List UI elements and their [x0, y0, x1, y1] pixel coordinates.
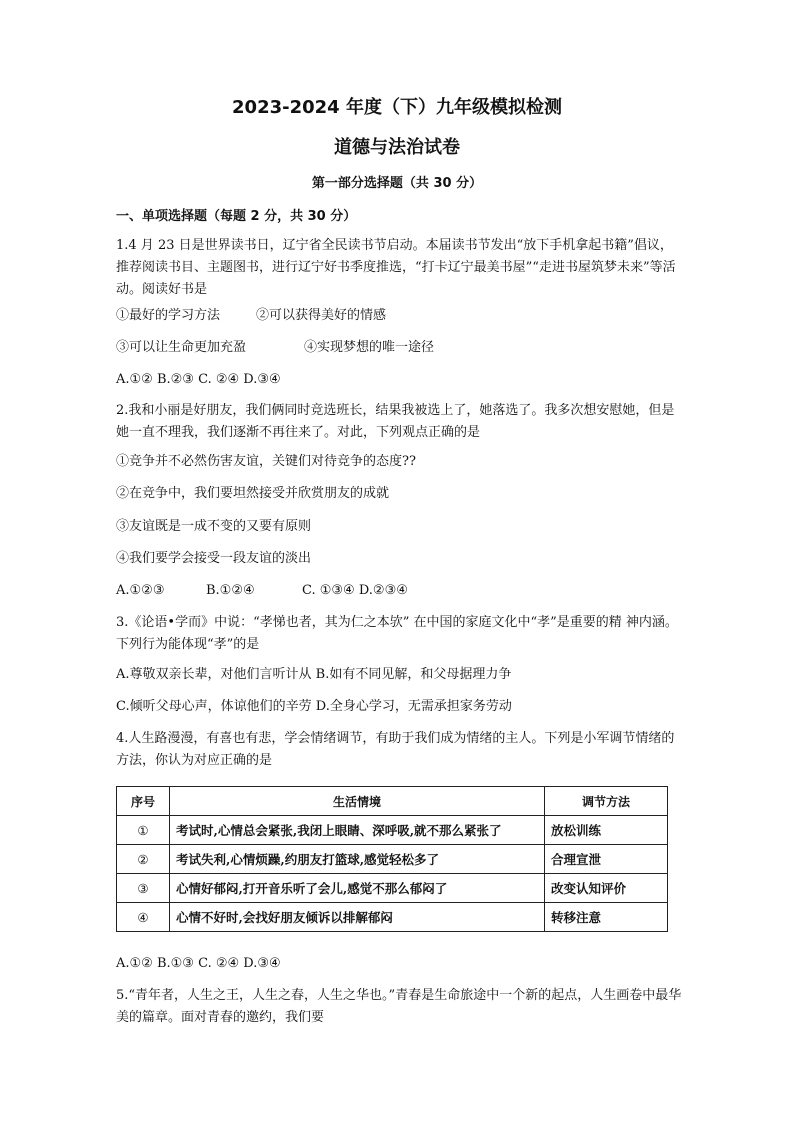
header-method: 调节方法	[545, 787, 668, 816]
row-situation: 考试失利,心情烦躁,约朋友打篮球,感觉轻松多了	[170, 845, 545, 874]
part-heading: 第一部分选择题（共 30 分）	[311, 176, 483, 191]
row-method: 放松训练	[545, 816, 668, 845]
section-heading: 一、单项选择题（每题 2 分，共 30 分）	[116, 209, 357, 224]
exam-subtitle: 道德与法治试卷	[334, 137, 460, 158]
q2-statement-3: ③友谊既是一成不变的又要有原则	[116, 519, 312, 534]
row-situation: 心情不好时,会找好朋友倾诉以排解郁闷	[170, 903, 545, 932]
q1-statement-4: ④实现梦想的唯一途径	[304, 340, 435, 355]
q1-options: A.①② B.②③ C. ②④ D.③④	[116, 372, 281, 387]
q2-option-b: B.①②④	[206, 583, 255, 598]
q2-statement-1: ①竞争并不必然伤害友谊，关键们对待竞争的态度??	[116, 454, 416, 469]
table-row	[117, 903, 668, 932]
q2-option-cd: C. ①③④ D.②③④	[302, 583, 408, 598]
table-row	[117, 845, 668, 874]
row-number: ④	[117, 903, 170, 932]
row-situation: 考试时,心情总会紧张,我闭上眼睛、深呼吸,就不那么紧张了	[170, 816, 545, 845]
row-situation: 心情好郁闷,打开音乐听了会儿,感觉不那么郁闷了	[170, 874, 545, 903]
header-situation: 生活情境	[170, 787, 545, 816]
row-number: ①	[117, 816, 170, 845]
q4-stem: 4.人生路漫漫，有喜也有悲，学会情绪调节，有助于我们成为情绪的主人。下列是小军调节情绪的方法，你认为对应正确的是	[116, 731, 675, 768]
table-header-row	[117, 787, 668, 816]
q1-stem: 1.4 月 23 日是世界读书日，辽宁省全民读书节启动。本届读书节发出“放下手机拿起书籍”倡议，推荐阅读书目、主题图书，进行辽宁好书季度推选，“打卡辽宁最美书屋”“走进书屋筑梦未来”等活动。阅读好书是	[116, 238, 676, 297]
q3-options-cd: C.倾听父母心声，体谅他们的辛劳 D.全身心学习，无需承担家务劳动	[116, 699, 512, 714]
q1-statement-1: ①最好的学习方法	[116, 308, 221, 323]
row-method: 改变认知评价	[545, 874, 668, 903]
q1-statement-3: ③可以让生命更加充盈	[116, 340, 247, 355]
q3-stem: 3.《论语•学而》中说：“孝悌也者，其为仁之本欤” 在中国的家庭文化中“孝”是重要的精 神内涵。下列行为能体现“孝”的是	[116, 615, 678, 652]
table-row	[117, 816, 668, 845]
row-method: 转移注意	[545, 903, 668, 932]
q3-options-ab: A.尊敬双亲长辈，对他们言听计从 B.如有不同见解，和父母据理力争	[116, 667, 512, 682]
q1-statement-2: ②可以获得美好的情感	[256, 308, 387, 323]
q4-options: A.①② B.①③ C. ②④ D.③④	[116, 956, 281, 971]
row-number: ②	[117, 845, 170, 874]
row-method: 合理宣泄	[545, 845, 668, 874]
q2-statement-4: ④我们要学会接受一段友谊的淡出	[116, 551, 312, 566]
q2-option-a: A.①②③	[116, 583, 165, 598]
q5-stem: 5.“青年者，人生之王，人生之春，人生之华也。”青春是生命旅途中一个新的起点，人生画卷中最华美的篇章。面对青春的邀约，我们要	[116, 988, 682, 1025]
row-number: ③	[117, 874, 170, 903]
emotion-regulation-table	[116, 786, 668, 932]
exam-title: 2023-2024 年度（下）九年级模拟检测	[232, 97, 562, 118]
q2-stem: 2.我和小丽是好朋友，我们俩同时竞选班长，结果我被选上了，她落选了。我多次想安慰她，但是她一直不理我，我们逐渐不再往来了。对此，下列观点正确的是	[116, 403, 675, 440]
table-row	[117, 874, 668, 903]
q2-statement-2: ②在竞争中，我们要坦然接受并欣赏朋友的成就	[116, 486, 390, 501]
header-number: 序号	[117, 787, 170, 816]
